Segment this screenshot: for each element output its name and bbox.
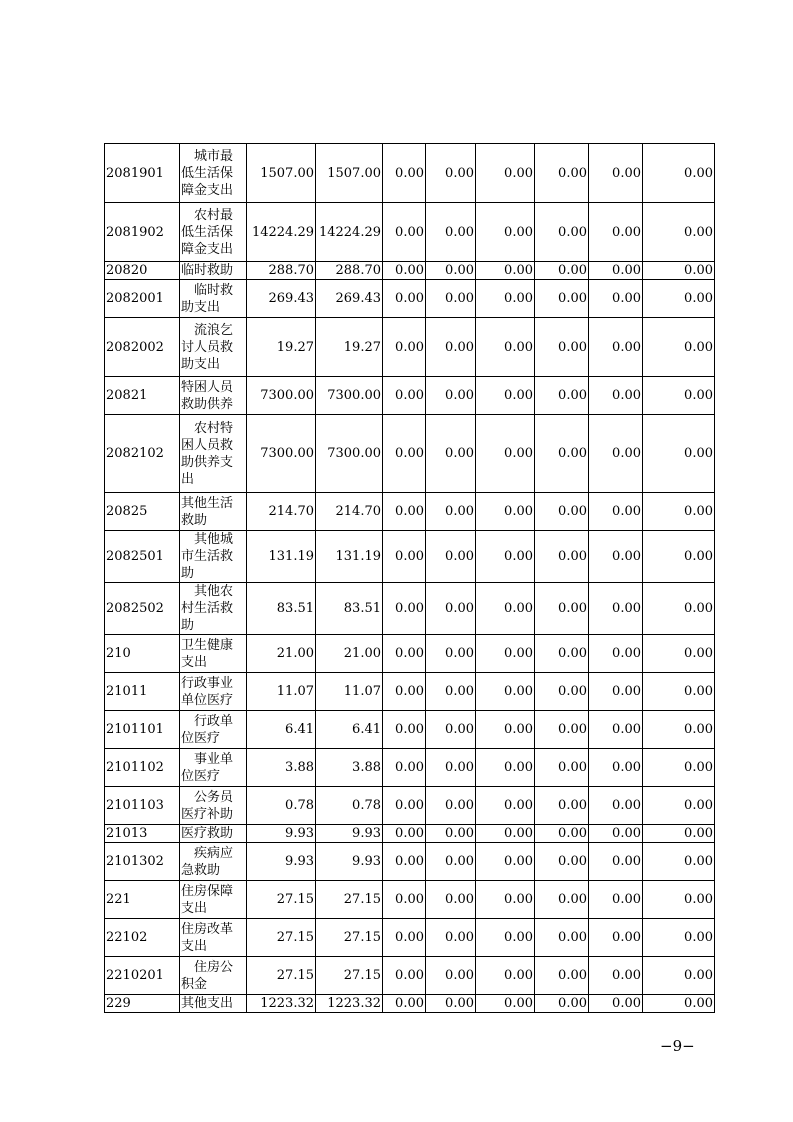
amount-cell: 14224.29 <box>316 203 383 262</box>
subject-name-cell: 住房改革支出 <box>180 919 247 957</box>
amount-cell: 0.00 <box>589 318 643 377</box>
subject-name-cell: 住房保障支出 <box>180 881 247 919</box>
amount-cell: 0.00 <box>476 262 535 280</box>
amount-cell: 0.00 <box>643 635 715 673</box>
amount-cell: 0.00 <box>383 531 426 583</box>
subject-name-cell: 其他支出 <box>180 995 247 1013</box>
amount-cell: 0.00 <box>535 280 589 318</box>
amount-cell: 0.00 <box>383 825 426 843</box>
amount-cell: 0.00 <box>643 415 715 493</box>
amount-cell: 0.00 <box>643 280 715 318</box>
subject-code-cell: 2082002 <box>105 318 180 377</box>
amount-cell: 9.93 <box>247 825 316 843</box>
subject-code-cell: 20821 <box>105 377 180 415</box>
amount-cell: 0.00 <box>589 825 643 843</box>
amount-cell: 9.93 <box>247 843 316 881</box>
amount-cell: 27.15 <box>316 881 383 919</box>
amount-cell: 0.00 <box>426 995 476 1013</box>
amount-cell: 0.00 <box>535 318 589 377</box>
amount-cell: 0.00 <box>426 280 476 318</box>
amount-cell: 0.00 <box>383 881 426 919</box>
amount-cell: 0.00 <box>476 957 535 995</box>
amount-cell: 0.00 <box>383 843 426 881</box>
subject-code-cell: 21011 <box>105 673 180 711</box>
amount-cell: 0.00 <box>643 881 715 919</box>
amount-cell: 0.00 <box>383 919 426 957</box>
subject-name-cell: 医疗救助 <box>180 825 247 843</box>
amount-cell: 0.00 <box>426 825 476 843</box>
amount-cell: 0.00 <box>426 531 476 583</box>
amount-cell: 11.07 <box>316 673 383 711</box>
amount-cell: 0.00 <box>383 635 426 673</box>
amount-cell: 0.00 <box>383 957 426 995</box>
amount-cell: 0.00 <box>589 583 643 635</box>
amount-cell: 21.00 <box>316 635 383 673</box>
amount-cell: 3.88 <box>316 749 383 787</box>
amount-cell: 0.00 <box>383 787 426 825</box>
amount-cell: 0.78 <box>316 787 383 825</box>
subject-name-cell: 卫生健康支出 <box>180 635 247 673</box>
amount-cell: 0.00 <box>383 493 426 531</box>
table-row <box>105 957 715 995</box>
amount-cell: 7300.00 <box>316 377 383 415</box>
page-number: −9− <box>660 1037 695 1055</box>
amount-cell: 0.00 <box>383 377 426 415</box>
amount-cell: 0.00 <box>426 493 476 531</box>
subject-name-cell: 临时救助 <box>180 262 247 280</box>
subject-name-cell: 农村特困人员救助供养支出 <box>180 415 247 493</box>
amount-cell: 1223.32 <box>316 995 383 1013</box>
amount-cell: 0.00 <box>426 318 476 377</box>
amount-cell: 0.00 <box>535 583 589 635</box>
amount-cell: 7300.00 <box>247 377 316 415</box>
amount-cell: 0.00 <box>426 919 476 957</box>
subject-name-cell: 农村最低生活保障金支出 <box>180 203 247 262</box>
table-row <box>105 377 715 415</box>
amount-cell: 0.00 <box>426 673 476 711</box>
amount-cell: 9.93 <box>316 825 383 843</box>
amount-cell: 0.00 <box>383 203 426 262</box>
amount-cell: 288.70 <box>316 262 383 280</box>
amount-cell: 0.00 <box>535 377 589 415</box>
amount-cell: 0.00 <box>476 711 535 749</box>
amount-cell: 0.00 <box>589 635 643 673</box>
subject-name-cell: 疾病应急救助 <box>180 843 247 881</box>
amount-cell: 83.51 <box>247 583 316 635</box>
table-row <box>105 280 715 318</box>
amount-cell: 0.00 <box>589 377 643 415</box>
amount-cell: 0.00 <box>589 262 643 280</box>
amount-cell: 0.00 <box>589 843 643 881</box>
amount-cell: 0.00 <box>535 825 589 843</box>
amount-cell: 0.00 <box>643 493 715 531</box>
table-row <box>105 493 715 531</box>
amount-cell: 0.00 <box>643 711 715 749</box>
amount-cell: 0.00 <box>476 583 535 635</box>
subject-code-cell: 210 <box>105 635 180 673</box>
amount-cell: 1507.00 <box>247 144 316 203</box>
amount-cell: 0.00 <box>535 957 589 995</box>
amount-cell: 0.00 <box>589 203 643 262</box>
subject-name-cell: 特困人员救助供养 <box>180 377 247 415</box>
amount-cell: 27.15 <box>247 957 316 995</box>
amount-cell: 0.00 <box>535 919 589 957</box>
amount-cell: 0.00 <box>643 919 715 957</box>
subject-code-cell: 2101302 <box>105 843 180 881</box>
amount-cell: 0.00 <box>589 531 643 583</box>
subject-code-cell: 2081901 <box>105 144 180 203</box>
amount-cell: 0.00 <box>589 749 643 787</box>
amount-cell: 288.70 <box>247 262 316 280</box>
subject-name-cell: 其他农村生活救助 <box>180 583 247 635</box>
amount-cell: 0.00 <box>426 377 476 415</box>
amount-cell: 0.00 <box>535 995 589 1013</box>
amount-cell: 0.00 <box>589 673 643 711</box>
subject-name-cell: 行政单位医疗 <box>180 711 247 749</box>
amount-cell: 0.00 <box>476 531 535 583</box>
amount-cell: 19.27 <box>316 318 383 377</box>
amount-cell: 0.00 <box>589 493 643 531</box>
subject-name-cell: 事业单位医疗 <box>180 749 247 787</box>
subject-name-cell: 其他城市生活救助 <box>180 531 247 583</box>
table-row <box>105 825 715 843</box>
subject-name-cell: 临时救助支出 <box>180 280 247 318</box>
amount-cell: 6.41 <box>316 711 383 749</box>
amount-cell: 0.00 <box>643 787 715 825</box>
amount-cell: 0.00 <box>535 711 589 749</box>
table-row <box>105 787 715 825</box>
amount-cell: 0.00 <box>589 919 643 957</box>
subject-code-cell: 2210201 <box>105 957 180 995</box>
amount-cell: 269.43 <box>316 280 383 318</box>
amount-cell: 27.15 <box>316 957 383 995</box>
amount-cell: 0.00 <box>535 203 589 262</box>
amount-cell: 0.00 <box>589 711 643 749</box>
table-row <box>105 531 715 583</box>
subject-code-cell: 22102 <box>105 919 180 957</box>
amount-cell: 1223.32 <box>247 995 316 1013</box>
amount-cell: 19.27 <box>247 318 316 377</box>
amount-cell: 27.15 <box>247 881 316 919</box>
table-row <box>105 203 715 262</box>
amount-cell: 0.00 <box>535 881 589 919</box>
amount-cell: 0.00 <box>535 635 589 673</box>
amount-cell: 0.00 <box>643 531 715 583</box>
amount-cell: 0.00 <box>643 673 715 711</box>
amount-cell: 0.00 <box>643 377 715 415</box>
amount-cell: 0.00 <box>476 280 535 318</box>
amount-cell: 0.00 <box>589 881 643 919</box>
amount-cell: 11.07 <box>247 673 316 711</box>
amount-cell: 7300.00 <box>247 415 316 493</box>
amount-cell: 0.00 <box>426 144 476 203</box>
subject-code-cell: 2082102 <box>105 415 180 493</box>
amount-cell: 0.00 <box>589 957 643 995</box>
table-row <box>105 318 715 377</box>
amount-cell: 0.00 <box>476 825 535 843</box>
amount-cell: 0.00 <box>535 531 589 583</box>
amount-cell: 0.00 <box>476 635 535 673</box>
amount-cell: 0.00 <box>589 787 643 825</box>
amount-cell: 0.00 <box>383 415 426 493</box>
table-row <box>105 583 715 635</box>
amount-cell: 0.00 <box>643 144 715 203</box>
subject-code-cell: 221 <box>105 881 180 919</box>
subject-name-cell: 行政事业单位医疗 <box>180 673 247 711</box>
amount-cell: 269.43 <box>247 280 316 318</box>
amount-cell: 6.41 <box>247 711 316 749</box>
amount-cell: 0.00 <box>476 415 535 493</box>
amount-cell: 0.00 <box>426 203 476 262</box>
amount-cell: 0.00 <box>383 280 426 318</box>
table-row <box>105 711 715 749</box>
amount-cell: 0.78 <box>247 787 316 825</box>
amount-cell: 0.00 <box>383 711 426 749</box>
amount-cell: 14224.29 <box>247 203 316 262</box>
amount-cell: 0.00 <box>589 144 643 203</box>
amount-cell: 0.00 <box>535 493 589 531</box>
amount-cell: 0.00 <box>589 415 643 493</box>
amount-cell: 0.00 <box>589 995 643 1013</box>
amount-cell: 0.00 <box>426 711 476 749</box>
subject-code-cell: 20825 <box>105 493 180 531</box>
table-row <box>105 144 715 203</box>
subject-code-cell: 2082001 <box>105 280 180 318</box>
amount-cell: 0.00 <box>643 843 715 881</box>
amount-cell: 0.00 <box>643 318 715 377</box>
amount-cell: 0.00 <box>643 957 715 995</box>
amount-cell: 0.00 <box>476 787 535 825</box>
amount-cell: 0.00 <box>426 881 476 919</box>
amount-cell: 0.00 <box>643 825 715 843</box>
subject-code-cell: 20820 <box>105 262 180 280</box>
amount-cell: 0.00 <box>643 583 715 635</box>
table-row <box>105 262 715 280</box>
amount-cell: 0.00 <box>426 262 476 280</box>
amount-cell: 131.19 <box>316 531 383 583</box>
amount-cell: 0.00 <box>426 583 476 635</box>
subject-code-cell: 2081902 <box>105 203 180 262</box>
amount-cell: 0.00 <box>643 995 715 1013</box>
amount-cell: 214.70 <box>316 493 383 531</box>
amount-cell: 0.00 <box>476 881 535 919</box>
amount-cell: 0.00 <box>535 843 589 881</box>
subject-name-cell: 流浪乞讨人员救助支出 <box>180 318 247 377</box>
subject-code-cell: 2101102 <box>105 749 180 787</box>
amount-cell: 0.00 <box>535 144 589 203</box>
amount-cell: 0.00 <box>535 262 589 280</box>
amount-cell: 0.00 <box>383 583 426 635</box>
table-row <box>105 881 715 919</box>
subject-code-cell: 2101101 <box>105 711 180 749</box>
amount-cell: 0.00 <box>476 377 535 415</box>
subject-code-cell: 2101103 <box>105 787 180 825</box>
amount-cell: 0.00 <box>476 203 535 262</box>
amount-cell: 3.88 <box>247 749 316 787</box>
table-row <box>105 919 715 957</box>
subject-name-cell: 住房公积金 <box>180 957 247 995</box>
subject-code-cell: 2082501 <box>105 531 180 583</box>
amount-cell: 21.00 <box>247 635 316 673</box>
amount-cell: 0.00 <box>383 995 426 1013</box>
budget-table <box>104 143 715 1013</box>
table-body <box>105 144 715 1013</box>
amount-cell: 0.00 <box>643 262 715 280</box>
amount-cell: 0.00 <box>643 749 715 787</box>
amount-cell: 0.00 <box>476 144 535 203</box>
table-row <box>105 673 715 711</box>
amount-cell: 0.00 <box>426 415 476 493</box>
amount-cell: 0.00 <box>426 635 476 673</box>
subject-code-cell: 21013 <box>105 825 180 843</box>
amount-cell: 131.19 <box>247 531 316 583</box>
amount-cell: 0.00 <box>426 749 476 787</box>
amount-cell: 1507.00 <box>316 144 383 203</box>
amount-cell: 0.00 <box>476 318 535 377</box>
amount-cell: 0.00 <box>383 144 426 203</box>
subject-code-cell: 2082502 <box>105 583 180 635</box>
amount-cell: 0.00 <box>383 749 426 787</box>
subject-name-cell: 公务员医疗补助 <box>180 787 247 825</box>
amount-cell: 0.00 <box>476 493 535 531</box>
table-row <box>105 995 715 1013</box>
amount-cell: 0.00 <box>535 787 589 825</box>
amount-cell: 0.00 <box>383 262 426 280</box>
table-row <box>105 843 715 881</box>
table-row <box>105 415 715 493</box>
amount-cell: 0.00 <box>426 957 476 995</box>
table-row <box>105 635 715 673</box>
amount-cell: 0.00 <box>476 919 535 957</box>
amount-cell: 0.00 <box>589 280 643 318</box>
amount-cell: 0.00 <box>476 673 535 711</box>
amount-cell: 7300.00 <box>316 415 383 493</box>
amount-cell: 0.00 <box>426 787 476 825</box>
table-row <box>105 749 715 787</box>
amount-cell: 0.00 <box>535 415 589 493</box>
amount-cell: 0.00 <box>643 203 715 262</box>
amount-cell: 0.00 <box>476 843 535 881</box>
amount-cell: 9.93 <box>316 843 383 881</box>
amount-cell: 0.00 <box>383 318 426 377</box>
amount-cell: 0.00 <box>476 995 535 1013</box>
amount-cell: 0.00 <box>535 673 589 711</box>
amount-cell: 0.00 <box>535 749 589 787</box>
amount-cell: 0.00 <box>426 843 476 881</box>
amount-cell: 214.70 <box>247 493 316 531</box>
amount-cell: 27.15 <box>316 919 383 957</box>
amount-cell: 0.00 <box>383 673 426 711</box>
subject-code-cell: 229 <box>105 995 180 1013</box>
subject-name-cell: 城市最低生活保障金支出 <box>180 144 247 203</box>
subject-name-cell: 其他生活救助 <box>180 493 247 531</box>
amount-cell: 27.15 <box>247 919 316 957</box>
amount-cell: 83.51 <box>316 583 383 635</box>
amount-cell: 0.00 <box>476 749 535 787</box>
